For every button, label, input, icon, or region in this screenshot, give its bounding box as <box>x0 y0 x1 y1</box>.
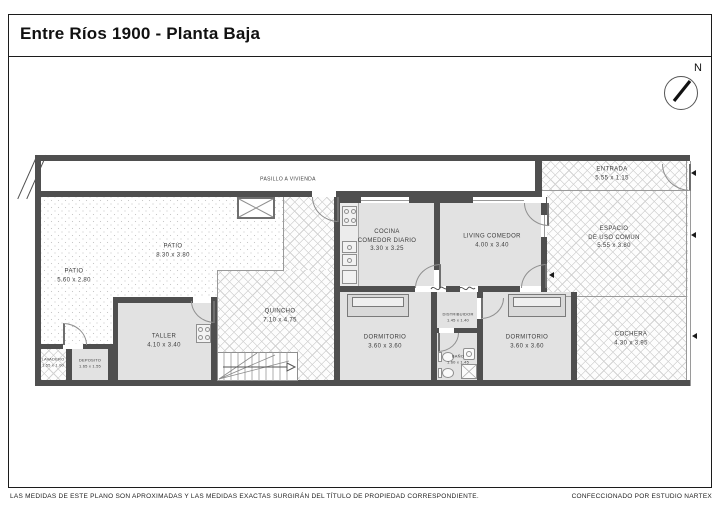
label-cocina: COCINA COMEDOR DIARIO 3.30 x 3.25 <box>357 228 417 253</box>
entrada-espacio-line <box>542 190 688 191</box>
label-deposito: DEPOSITO 1.65 x 1.55 <box>78 357 102 368</box>
label-bano: BAÑO 1.60 x 1.45 <box>447 353 469 364</box>
label-cochera: COCHERA 4.30 x 3.95 <box>614 331 648 346</box>
wall <box>478 286 520 292</box>
label-patio-chico: PATIO 5.60 x 2.80 <box>57 268 91 283</box>
toilet-icon <box>442 368 454 378</box>
opening-squiggle <box>430 284 448 293</box>
espacio-cochera-line <box>547 296 686 297</box>
wall <box>66 349 72 380</box>
marker-arrow <box>692 333 697 339</box>
wall <box>113 297 118 380</box>
label-lavadero: LAVADERO 1.55 x 1.00 <box>41 356 65 367</box>
sink-icon <box>342 254 357 266</box>
label-entrada: ENTRADA 5.55 x 1.15 <box>595 166 629 181</box>
cabinet-icon <box>342 270 357 284</box>
bed-pillow <box>513 297 561 307</box>
label-dormitorio2: DORMITORIO 3.60 x 3.60 <box>505 334 549 349</box>
compass-icon <box>660 70 706 116</box>
marker-arrow <box>691 170 696 176</box>
quincho-line-h <box>217 270 284 271</box>
title-divider <box>8 56 712 57</box>
window <box>361 197 409 203</box>
stove-icon <box>342 206 357 226</box>
label-espacio: ESPACIO DE USO COMUN 5.55 x 3.80 <box>588 225 640 250</box>
compass-north-label: N <box>694 62 702 74</box>
bed-pillow <box>352 297 404 307</box>
label-living: LIVING COMEDOR 4.00 x 3.40 <box>463 233 521 248</box>
wall <box>334 292 340 380</box>
label-distribuidor: DISTRIBUIDOR 1.45 x 1.40 <box>442 311 474 322</box>
stove-icon <box>196 324 211 343</box>
label-pasillo: PASILLO A VIVIENDA <box>260 176 316 183</box>
wall <box>571 292 577 380</box>
quincho-line-v <box>283 197 284 270</box>
opening-squiggle <box>458 284 476 293</box>
label-taller: TALLER 4.10 x 3.40 <box>147 333 181 348</box>
label-patio-grande: PATIO 8.30 x 3.80 <box>156 243 190 258</box>
sink-icon <box>342 241 357 253</box>
marker-arrow <box>549 272 554 278</box>
footer-credit: CONFECCIONADO POR ESTUDIO NARTEX <box>571 493 712 500</box>
wall <box>434 203 440 270</box>
page-title: Entre Ríos 1900 - Planta Baja <box>20 24 261 43</box>
wall <box>35 380 690 386</box>
wall <box>35 155 690 161</box>
marker-arrow <box>691 232 696 238</box>
window <box>473 197 531 203</box>
wall <box>334 286 415 292</box>
wall <box>535 161 542 197</box>
vent-box <box>237 197 275 219</box>
shower-icon <box>461 364 477 379</box>
footer-disclaimer: LAS MEDIDAS DE ESTE PLANO SON APROXIMADAS Y LAS MEDIDAS EXACTAS SURGIRÁN DEL TÍTULO DE PROPIEDAD CORRESPONDIENTE. <box>10 493 479 500</box>
wall <box>113 297 193 303</box>
front-boundary-line <box>686 161 691 386</box>
wall <box>431 292 437 380</box>
staircase <box>217 352 298 381</box>
label-quincho: QUINCHO 7.10 x 4.75 <box>263 308 297 323</box>
label-dormitorio1: DORMITORIO 3.60 x 3.60 <box>363 334 407 349</box>
